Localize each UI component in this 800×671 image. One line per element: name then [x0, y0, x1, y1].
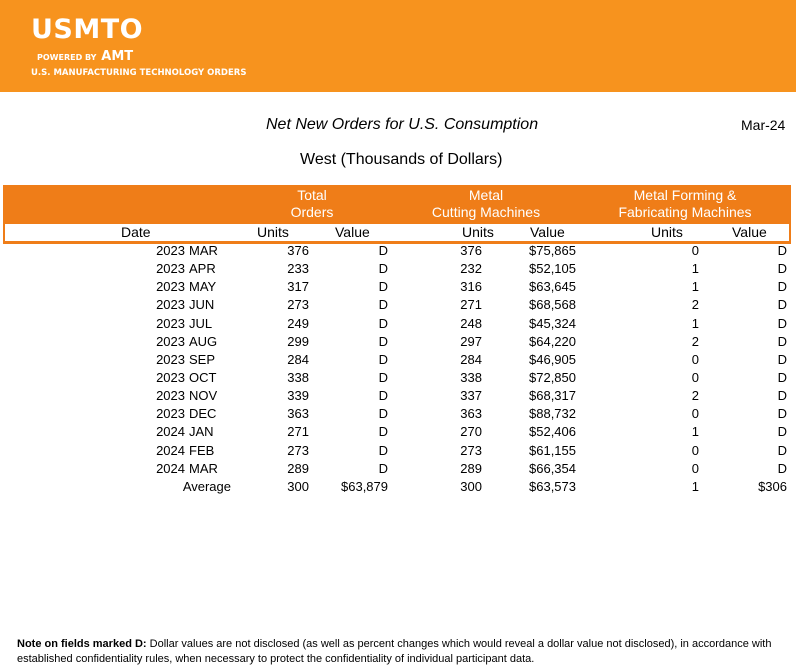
cell-total-value: D [378, 388, 388, 404]
cell-cutting-value: $63,573 [529, 478, 576, 494]
cell-total-value: D [378, 406, 388, 422]
cell-cutting-value: $68,317 [529, 388, 576, 404]
cell-cutting-units: 284 [460, 351, 482, 367]
amt-logo: AMT [101, 49, 134, 64]
cell-total-units: 339 [287, 388, 309, 404]
cell-cutting-units: 270 [460, 424, 482, 440]
cell-forming-value: D [777, 369, 787, 385]
powered-by-label: POWERED BY [37, 53, 97, 62]
table-row [0, 387, 800, 405]
cell-year: 2023 [156, 369, 185, 385]
cell-cutting-units: 232 [460, 261, 482, 277]
cell-total-value: D [378, 243, 388, 258]
cell-month: JUL [189, 315, 213, 331]
cell-cutting-value: $52,406 [529, 424, 576, 440]
cell-forming-units: 2 [691, 333, 699, 349]
group-header-metal-cutting: Metal Cutting Machines [431, 187, 541, 220]
cell-year: 2024 [156, 460, 185, 476]
cell-forming-value: D [777, 333, 787, 349]
table-body [0, 242, 800, 496]
cell-month: APR [189, 261, 216, 277]
note-label: Note on fields marked D: [17, 638, 147, 650]
cell-total-units: 300 [287, 478, 309, 494]
table-row [0, 442, 800, 460]
column-header-value: Value [732, 224, 767, 240]
cell-total-value: D [378, 369, 388, 385]
cell-forming-units: 1 [691, 424, 699, 440]
cell-total-value: D [378, 315, 388, 331]
header-tagline: U.S. MANUFACTURING TECHNOLOGY ORDERS [31, 68, 247, 78]
cell-forming-value: D [777, 351, 787, 367]
cell-forming-units: 0 [691, 351, 699, 367]
cell-cutting-value: $72,850 [529, 369, 576, 385]
cell-cutting-units: 337 [460, 388, 482, 404]
cell-forming-units: 1 [691, 279, 699, 295]
cell-cutting-units: 248 [460, 315, 482, 331]
cell-cutting-value: $66,354 [529, 460, 576, 476]
header-banner [0, 0, 796, 92]
table-row [0, 333, 800, 351]
cell-total-value: D [378, 351, 388, 367]
cell-cutting-units: 376 [460, 243, 482, 258]
cell-cutting-value: $45,324 [529, 315, 576, 331]
cell-year: 2024 [156, 442, 185, 458]
column-header-units: Units [462, 224, 494, 240]
cell-forming-units: 0 [691, 243, 699, 258]
cell-total-value: D [378, 333, 388, 349]
cell-year: 2023 [156, 261, 185, 277]
cell-cutting-value: $46,905 [529, 351, 576, 367]
cell-total-units: 273 [287, 297, 309, 313]
cell-cutting-value: $64,220 [529, 333, 576, 349]
cell-forming-units: 2 [691, 388, 699, 404]
cell-month: FEB [189, 442, 215, 458]
table-row [0, 460, 800, 478]
cell-total-units: 249 [287, 315, 309, 331]
cell-year: 2023 [156, 243, 185, 258]
table-column-header [3, 222, 791, 243]
cell-year: 2023 [156, 388, 185, 404]
cell-month: OCT [189, 369, 217, 385]
cell-cutting-units: 300 [460, 478, 482, 494]
cell-total-value: $63,879 [341, 478, 388, 494]
cell-month: JUN [189, 297, 215, 313]
cell-forming-value: D [777, 406, 787, 422]
table-row [0, 278, 800, 296]
cell-cutting-value: $52,105 [529, 261, 576, 277]
cell-forming-value: D [777, 442, 787, 458]
column-header-units: Units [651, 224, 683, 240]
cell-month: MAY [189, 279, 217, 295]
cell-month: MAR [189, 460, 218, 476]
cell-total-value: D [378, 279, 388, 295]
cell-total-value: D [378, 442, 388, 458]
cell-total-units: 376 [287, 243, 309, 258]
cell-cutting-units: 297 [460, 333, 482, 349]
cell-cutting-value: $68,568 [529, 297, 576, 313]
column-header-value: Value [335, 224, 370, 240]
usmto-logo: USMTO [31, 14, 144, 45]
cell-forming-units: 2 [691, 297, 699, 313]
group-header-total-orders: Total Orders [290, 187, 334, 220]
column-header-date: Date [121, 224, 151, 240]
cell-forming-units: 0 [691, 369, 699, 385]
table-row [0, 242, 800, 260]
cell-forming-units: 0 [691, 460, 699, 476]
cell-forming-units: 1 [691, 315, 699, 331]
cell-forming-value: D [777, 279, 787, 295]
cell-year: 2023 [156, 279, 185, 295]
cell-total-units: 284 [287, 351, 309, 367]
report-date: Mar-24 [741, 117, 786, 133]
cell-cutting-units: 338 [460, 369, 482, 385]
powered-by-amt [37, 49, 133, 64]
cell-total-units: 299 [287, 333, 309, 349]
cell-year: 2023 [156, 297, 185, 313]
cell-year: 2023 [156, 406, 185, 422]
cell-forming-value: D [777, 261, 787, 277]
table-row-average [0, 478, 800, 496]
cell-total-units: 317 [287, 279, 309, 295]
cell-total-units: 273 [287, 442, 309, 458]
cell-cutting-units: 316 [460, 279, 482, 295]
cell-month: DEC [189, 406, 217, 422]
note-text: Dollar values are not disclosed (as well as percent changes which would reveal a dollar value not disclosed), in accordance with established confidentiality rules, when necessary to protect the confidentiality of individual participant data. [17, 638, 772, 665]
cell-forming-units: 1 [691, 478, 699, 494]
cell-cutting-units: 289 [460, 460, 482, 476]
cell-forming-units: 0 [691, 442, 699, 458]
table-row [0, 351, 800, 369]
cell-forming-units: 1 [691, 261, 699, 277]
cell-year: 2023 [156, 333, 185, 349]
cell-cutting-value: $88,732 [529, 406, 576, 422]
cell-month: JAN [189, 424, 214, 440]
cell-cutting-value: $63,645 [529, 279, 576, 295]
cell-forming-units: 0 [691, 406, 699, 422]
cell-month: NOV [189, 388, 218, 404]
table-row [0, 405, 800, 423]
cell-cutting-units: 363 [460, 406, 482, 422]
cell-cutting-units: 271 [460, 297, 482, 313]
confidentiality-note [17, 637, 787, 667]
cell-total-value: D [378, 460, 388, 476]
cell-month: AUG [189, 333, 218, 349]
cell-cutting-value: $61,155 [529, 442, 576, 458]
cell-forming-value: $306 [758, 478, 787, 494]
table-row [0, 369, 800, 387]
table-row [0, 260, 800, 278]
cell-cutting-units: 273 [460, 442, 482, 458]
cell-forming-value: D [777, 424, 787, 440]
group-header-metal-forming: Metal Forming & Fabricating Machines [618, 187, 752, 220]
cell-total-units: 289 [287, 460, 309, 476]
cell-average-label: Average [182, 478, 231, 494]
cell-year: 2023 [156, 351, 185, 367]
table-row [0, 296, 800, 314]
cell-total-units: 338 [287, 369, 309, 385]
cell-month: MAR [189, 243, 218, 258]
cell-forming-value: D [777, 460, 787, 476]
cell-total-units: 233 [287, 261, 309, 277]
cell-forming-value: D [777, 243, 787, 258]
report-subtitle: West (Thousands of Dollars) [300, 151, 503, 168]
table-row [0, 423, 800, 441]
cell-total-units: 271 [287, 424, 309, 440]
cell-forming-value: D [777, 388, 787, 404]
cell-year: 2024 [156, 424, 185, 440]
cell-year: 2023 [156, 315, 185, 331]
cell-total-value: D [378, 424, 388, 440]
cell-total-units: 363 [287, 406, 309, 422]
cell-total-value: D [378, 261, 388, 277]
column-header-units: Units [257, 224, 289, 240]
cell-forming-value: D [777, 297, 787, 313]
cell-total-value: D [378, 297, 388, 313]
table-row [0, 315, 800, 333]
column-header-value: Value [530, 224, 565, 240]
cell-cutting-value: $75,865 [529, 243, 576, 258]
report-title: Net New Orders for U.S. Consumption [266, 116, 539, 133]
cell-forming-value: D [777, 315, 787, 331]
cell-month: SEP [189, 351, 216, 367]
